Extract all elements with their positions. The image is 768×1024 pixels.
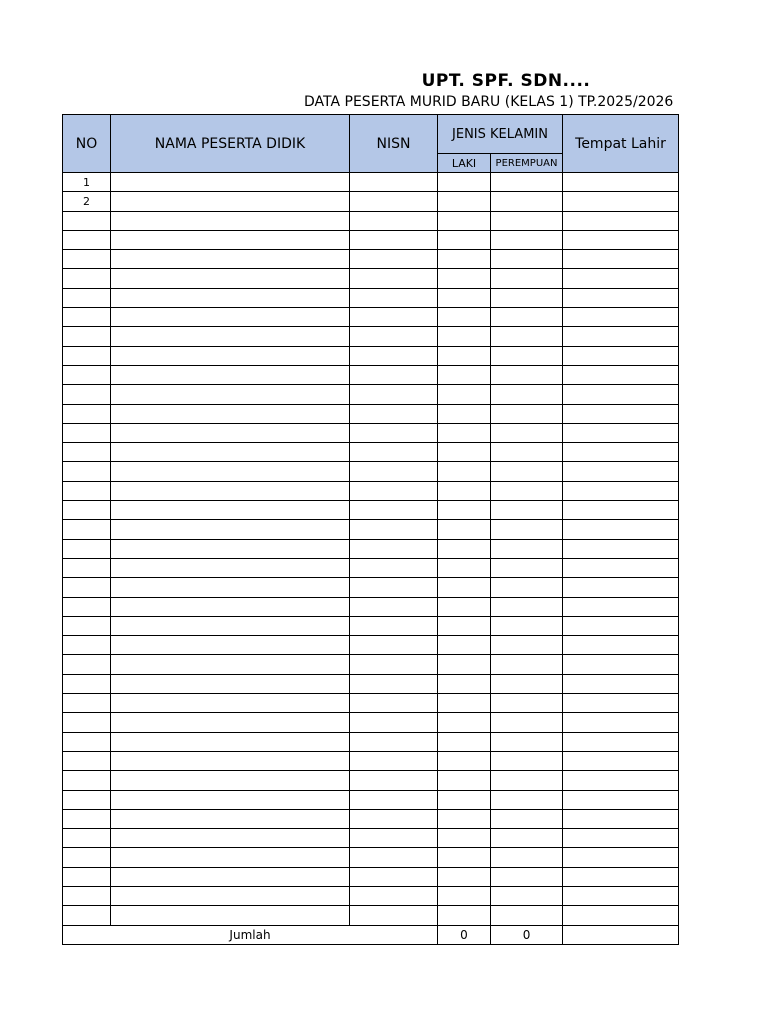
cell-tempat-lahir[interactable] (563, 790, 679, 809)
cell-nama[interactable] (111, 829, 350, 848)
cell-perempuan[interactable] (491, 906, 563, 925)
table-row (63, 501, 679, 520)
cell-laki[interactable] (438, 346, 491, 365)
student-data-table (62, 114, 679, 945)
cell-nama[interactable] (111, 674, 350, 693)
cell-laki[interactable] (438, 365, 491, 384)
table-row (63, 578, 679, 597)
document-subtitle: DATA PESERTA MURID BARU (KELAS 1) TP.2025/2026 (304, 94, 674, 110)
cell-laki[interactable] (438, 520, 491, 539)
cell-tempat-lahir[interactable] (563, 906, 679, 925)
cell-no[interactable] (63, 230, 111, 249)
cell-perempuan[interactable] (491, 288, 563, 307)
cell-nama[interactable] (111, 558, 350, 577)
cell-tempat-lahir[interactable] (563, 674, 679, 693)
cell-nisn[interactable] (350, 674, 438, 693)
cell-nama[interactable] (111, 790, 350, 809)
cell-nama[interactable] (111, 578, 350, 597)
cell-nama[interactable] (111, 327, 350, 346)
school-title: UPT. SPF. SDN.... (421, 71, 591, 91)
cell-nama[interactable] (111, 732, 350, 751)
cell-perempuan[interactable] (491, 848, 563, 867)
cell-nama[interactable] (111, 848, 350, 867)
cell-no[interactable] (63, 848, 111, 867)
cell-laki[interactable] (438, 501, 491, 520)
cell-perempuan[interactable] (491, 365, 563, 384)
cell-perempuan[interactable] (491, 732, 563, 751)
cell-no[interactable] (63, 558, 111, 577)
cell-tempat-lahir[interactable] (563, 886, 679, 905)
cell-nama[interactable] (111, 867, 350, 886)
cell-nisn[interactable] (350, 771, 438, 790)
table-body (63, 173, 679, 926)
cell-perempuan[interactable] (491, 558, 563, 577)
cell-no[interactable] (63, 462, 111, 481)
cell-laki[interactable] (438, 655, 491, 674)
cell-perempuan[interactable] (491, 327, 563, 346)
cell-tempat-lahir[interactable] (563, 250, 679, 269)
cell-nisn[interactable] (350, 578, 438, 597)
cell-tempat-lahir[interactable] (563, 616, 679, 635)
cell-laki[interactable] (438, 694, 491, 713)
cell-nama[interactable] (111, 269, 350, 288)
cell-tempat-lahir[interactable] (563, 636, 679, 655)
cell-laki[interactable] (438, 732, 491, 751)
cell-tempat-lahir[interactable] (563, 539, 679, 558)
table-row (63, 886, 679, 905)
cell-laki[interactable] (438, 886, 491, 905)
cell-no[interactable] (63, 539, 111, 558)
total-label: Jumlah (63, 925, 438, 944)
cell-nisn[interactable] (350, 269, 438, 288)
cell-no[interactable] (63, 365, 111, 384)
cell-laki[interactable] (438, 230, 491, 249)
cell-nisn[interactable] (350, 308, 438, 327)
cell-nama[interactable] (111, 520, 350, 539)
total-tempat-lahir[interactable] (563, 925, 679, 944)
cell-no[interactable] (63, 713, 111, 732)
column-header-nisn: NISN (350, 115, 438, 173)
cell-nama[interactable] (111, 694, 350, 713)
cell-no[interactable] (63, 636, 111, 655)
table-row (63, 616, 679, 635)
cell-perempuan[interactable] (491, 385, 563, 404)
cell-tempat-lahir[interactable] (563, 288, 679, 307)
cell-no[interactable] (63, 906, 111, 925)
cell-laki[interactable] (438, 848, 491, 867)
cell-nisn[interactable] (350, 616, 438, 635)
cell-tempat-lahir[interactable] (563, 809, 679, 828)
cell-laki[interactable] (438, 269, 491, 288)
table-row (63, 906, 679, 925)
cell-no[interactable] (63, 616, 111, 635)
cell-nisn[interactable] (350, 520, 438, 539)
cell-nama[interactable] (111, 481, 350, 500)
cell-nisn[interactable] (350, 211, 438, 230)
table-row (63, 269, 679, 288)
cell-perempuan[interactable] (491, 404, 563, 423)
cell-nama[interactable] (111, 404, 350, 423)
cell-no[interactable] (63, 790, 111, 809)
cell-tempat-lahir[interactable] (563, 751, 679, 770)
cell-perempuan[interactable] (491, 539, 563, 558)
cell-tempat-lahir[interactable] (563, 578, 679, 597)
cell-perempuan[interactable] (491, 713, 563, 732)
cell-tempat-lahir[interactable] (563, 829, 679, 848)
column-header-no: NO (63, 115, 111, 173)
cell-nama[interactable] (111, 771, 350, 790)
cell-laki[interactable] (438, 674, 491, 693)
cell-nisn[interactable] (350, 713, 438, 732)
cell-perempuan[interactable] (491, 501, 563, 520)
cell-perempuan[interactable] (491, 192, 563, 211)
cell-nama[interactable] (111, 751, 350, 770)
cell-perempuan[interactable] (491, 173, 563, 192)
cell-tempat-lahir[interactable] (563, 423, 679, 442)
cell-laki[interactable] (438, 713, 491, 732)
cell-nisn[interactable] (350, 481, 438, 500)
cell-tempat-lahir[interactable] (563, 867, 679, 886)
cell-nisn[interactable] (350, 443, 438, 462)
cell-nisn[interactable] (350, 732, 438, 751)
cell-perempuan[interactable] (491, 809, 563, 828)
cell-nama[interactable] (111, 462, 350, 481)
cell-laki[interactable] (438, 906, 491, 925)
cell-nama[interactable] (111, 288, 350, 307)
cell-nama[interactable] (111, 365, 350, 384)
table-row (63, 867, 679, 886)
cell-laki[interactable] (438, 462, 491, 481)
cell-laki[interactable] (438, 790, 491, 809)
cell-tempat-lahir[interactable] (563, 462, 679, 481)
column-header-perempuan: PEREMPUAN (491, 154, 563, 173)
cell-nisn[interactable] (350, 597, 438, 616)
cell-nisn[interactable] (350, 539, 438, 558)
cell-perempuan[interactable] (491, 674, 563, 693)
cell-perempuan[interactable] (491, 597, 563, 616)
cell-laki[interactable] (438, 192, 491, 211)
table-row (63, 539, 679, 558)
cell-tempat-lahir[interactable] (563, 327, 679, 346)
table-row (63, 558, 679, 577)
cell-no[interactable] (63, 327, 111, 346)
cell-laki[interactable] (438, 616, 491, 635)
cell-tempat-lahir[interactable] (563, 481, 679, 500)
cell-no[interactable] (63, 269, 111, 288)
cell-nama[interactable] (111, 250, 350, 269)
cell-no[interactable] (63, 829, 111, 848)
table-row (63, 655, 679, 674)
table-row (63, 404, 679, 423)
table-row (63, 694, 679, 713)
cell-no[interactable] (63, 886, 111, 905)
cell-perempuan[interactable] (491, 211, 563, 230)
cell-no[interactable] (63, 771, 111, 790)
cell-perempuan[interactable] (491, 462, 563, 481)
cell-nisn[interactable] (350, 288, 438, 307)
table-row (63, 520, 679, 539)
table-row (63, 423, 679, 442)
cell-tempat-lahir[interactable] (563, 732, 679, 751)
cell-tempat-lahir[interactable] (563, 269, 679, 288)
cell-no[interactable] (63, 501, 111, 520)
cell-no[interactable] (63, 674, 111, 693)
table-row (63, 365, 679, 384)
cell-nisn[interactable] (350, 751, 438, 770)
cell-no[interactable] (63, 346, 111, 365)
cell-nisn[interactable] (350, 655, 438, 674)
table-row (63, 732, 679, 751)
table-row (63, 230, 679, 249)
cell-no[interactable] (63, 481, 111, 500)
cell-no[interactable] (63, 751, 111, 770)
table-row (63, 192, 679, 211)
cell-tempat-lahir[interactable] (563, 694, 679, 713)
cell-nama[interactable] (111, 597, 350, 616)
cell-no[interactable] (63, 520, 111, 539)
cell-laki[interactable] (438, 636, 491, 655)
cell-perempuan[interactable] (491, 886, 563, 905)
cell-perempuan[interactable] (491, 269, 563, 288)
cell-nisn[interactable] (350, 462, 438, 481)
cell-tempat-lahir[interactable] (563, 771, 679, 790)
table-row (63, 790, 679, 809)
table-row (63, 288, 679, 307)
cell-tempat-lahir[interactable] (563, 597, 679, 616)
cell-tempat-lahir[interactable] (563, 520, 679, 539)
table-row (63, 481, 679, 500)
cell-nama[interactable] (111, 655, 350, 674)
column-header-nama: NAMA PESERTA DIDIK (111, 115, 350, 173)
cell-tempat-lahir[interactable] (563, 385, 679, 404)
cell-perempuan[interactable] (491, 481, 563, 500)
cell-perempuan[interactable] (491, 751, 563, 770)
cell-laki[interactable] (438, 211, 491, 230)
cell-no[interactable] (63, 655, 111, 674)
cell-no[interactable] (63, 211, 111, 230)
cell-nama[interactable] (111, 713, 350, 732)
cell-nisn[interactable] (350, 385, 438, 404)
cell-nisn[interactable] (350, 423, 438, 442)
table-row (63, 848, 679, 867)
table-row (63, 809, 679, 828)
cell-nisn[interactable] (350, 886, 438, 905)
total-row (63, 925, 679, 944)
cell-nisn[interactable] (350, 250, 438, 269)
cell-perempuan[interactable] (491, 250, 563, 269)
cell-no[interactable] (63, 288, 111, 307)
cell-nama[interactable] (111, 501, 350, 520)
cell-no[interactable]: 2 (63, 192, 111, 211)
table-row (63, 308, 679, 327)
cell-nisn[interactable] (350, 829, 438, 848)
cell-nama[interactable] (111, 423, 350, 442)
cell-nisn[interactable] (350, 192, 438, 211)
cell-perempuan[interactable] (491, 520, 563, 539)
cell-no[interactable] (63, 597, 111, 616)
cell-no[interactable] (63, 385, 111, 404)
cell-laki[interactable] (438, 423, 491, 442)
cell-no[interactable] (63, 694, 111, 713)
cell-no[interactable] (63, 867, 111, 886)
cell-nisn[interactable] (350, 501, 438, 520)
column-header-jenis-kelamin: JENIS KELAMIN (438, 115, 563, 154)
cell-no[interactable]: 1 (63, 173, 111, 192)
cell-perempuan[interactable] (491, 423, 563, 442)
cell-perempuan[interactable] (491, 771, 563, 790)
cell-nama[interactable] (111, 809, 350, 828)
cell-laki[interactable] (438, 250, 491, 269)
cell-perempuan[interactable] (491, 867, 563, 886)
table-row (63, 636, 679, 655)
cell-nama[interactable] (111, 230, 350, 249)
cell-perempuan[interactable] (491, 230, 563, 249)
cell-laki[interactable] (438, 829, 491, 848)
cell-laki[interactable] (438, 771, 491, 790)
cell-laki[interactable] (438, 867, 491, 886)
cell-nama[interactable] (111, 616, 350, 635)
table-row (63, 250, 679, 269)
table-row (63, 713, 679, 732)
total-laki[interactable]: 0 (438, 925, 491, 944)
cell-laki[interactable] (438, 327, 491, 346)
cell-nama[interactable] (111, 636, 350, 655)
table-row (63, 462, 679, 481)
cell-no[interactable] (63, 250, 111, 269)
cell-laki[interactable] (438, 481, 491, 500)
cell-perempuan[interactable] (491, 655, 563, 674)
column-header-laki: LAKI (438, 154, 491, 173)
cell-nisn[interactable] (350, 694, 438, 713)
cell-no[interactable] (63, 404, 111, 423)
cell-no[interactable] (63, 443, 111, 462)
cell-tempat-lahir[interactable] (563, 443, 679, 462)
cell-tempat-lahir[interactable] (563, 365, 679, 384)
cell-nisn[interactable] (350, 173, 438, 192)
cell-nisn[interactable] (350, 230, 438, 249)
cell-nama[interactable] (111, 192, 350, 211)
table-row (63, 346, 679, 365)
cell-perempuan[interactable] (491, 790, 563, 809)
cell-nisn[interactable] (350, 867, 438, 886)
cell-perempuan[interactable] (491, 694, 563, 713)
table-row (63, 829, 679, 848)
table-row (63, 327, 679, 346)
cell-nama[interactable] (111, 173, 350, 192)
table-row (63, 173, 679, 192)
total-perempuan[interactable]: 0 (491, 925, 563, 944)
cell-laki[interactable] (438, 385, 491, 404)
cell-tempat-lahir[interactable] (563, 404, 679, 423)
cell-perempuan[interactable] (491, 636, 563, 655)
cell-nisn[interactable] (350, 790, 438, 809)
cell-tempat-lahir[interactable] (563, 173, 679, 192)
cell-perempuan[interactable] (491, 829, 563, 848)
cell-tempat-lahir[interactable] (563, 211, 679, 230)
cell-no[interactable] (63, 732, 111, 751)
cell-tempat-lahir[interactable] (563, 655, 679, 674)
cell-tempat-lahir[interactable] (563, 192, 679, 211)
cell-nisn[interactable] (350, 404, 438, 423)
cell-perempuan[interactable] (491, 346, 563, 365)
cell-laki[interactable] (438, 308, 491, 327)
cell-laki[interactable] (438, 597, 491, 616)
cell-perempuan[interactable] (491, 578, 563, 597)
cell-laki[interactable] (438, 404, 491, 423)
table-row (63, 385, 679, 404)
cell-laki[interactable] (438, 751, 491, 770)
cell-laki[interactable] (438, 539, 491, 558)
cell-laki[interactable] (438, 288, 491, 307)
cell-nisn[interactable] (350, 906, 438, 925)
cell-nisn[interactable] (350, 558, 438, 577)
cell-nama[interactable] (111, 211, 350, 230)
cell-laki[interactable] (438, 809, 491, 828)
cell-laki[interactable] (438, 173, 491, 192)
table-row (63, 211, 679, 230)
table-row (63, 443, 679, 462)
cell-perempuan[interactable] (491, 616, 563, 635)
cell-nisn[interactable] (350, 346, 438, 365)
cell-tempat-lahir[interactable] (563, 346, 679, 365)
cell-tempat-lahir[interactable] (563, 713, 679, 732)
table-row (63, 751, 679, 770)
cell-nama[interactable] (111, 886, 350, 905)
cell-nama[interactable] (111, 308, 350, 327)
cell-no[interactable] (63, 308, 111, 327)
cell-no[interactable] (63, 578, 111, 597)
cell-tempat-lahir[interactable] (563, 501, 679, 520)
cell-nisn[interactable] (350, 327, 438, 346)
table-row (63, 674, 679, 693)
cell-tempat-lahir[interactable] (563, 558, 679, 577)
cell-laki[interactable] (438, 558, 491, 577)
cell-perempuan[interactable] (491, 443, 563, 462)
cell-nisn[interactable] (350, 809, 438, 828)
cell-nisn[interactable] (350, 636, 438, 655)
cell-nama[interactable] (111, 346, 350, 365)
cell-no[interactable] (63, 809, 111, 828)
cell-no[interactable] (63, 423, 111, 442)
cell-nisn[interactable] (350, 848, 438, 867)
cell-nama[interactable] (111, 906, 350, 925)
cell-nama[interactable] (111, 539, 350, 558)
cell-nama[interactable] (111, 385, 350, 404)
cell-nama[interactable] (111, 443, 350, 462)
cell-tempat-lahir[interactable] (563, 848, 679, 867)
cell-tempat-lahir[interactable] (563, 230, 679, 249)
cell-perempuan[interactable] (491, 308, 563, 327)
cell-nisn[interactable] (350, 365, 438, 384)
table-row (63, 597, 679, 616)
table-row (63, 771, 679, 790)
column-header-tempat-lahir: Tempat Lahir (563, 115, 679, 173)
cell-tempat-lahir[interactable] (563, 308, 679, 327)
cell-laki[interactable] (438, 443, 491, 462)
cell-laki[interactable] (438, 578, 491, 597)
